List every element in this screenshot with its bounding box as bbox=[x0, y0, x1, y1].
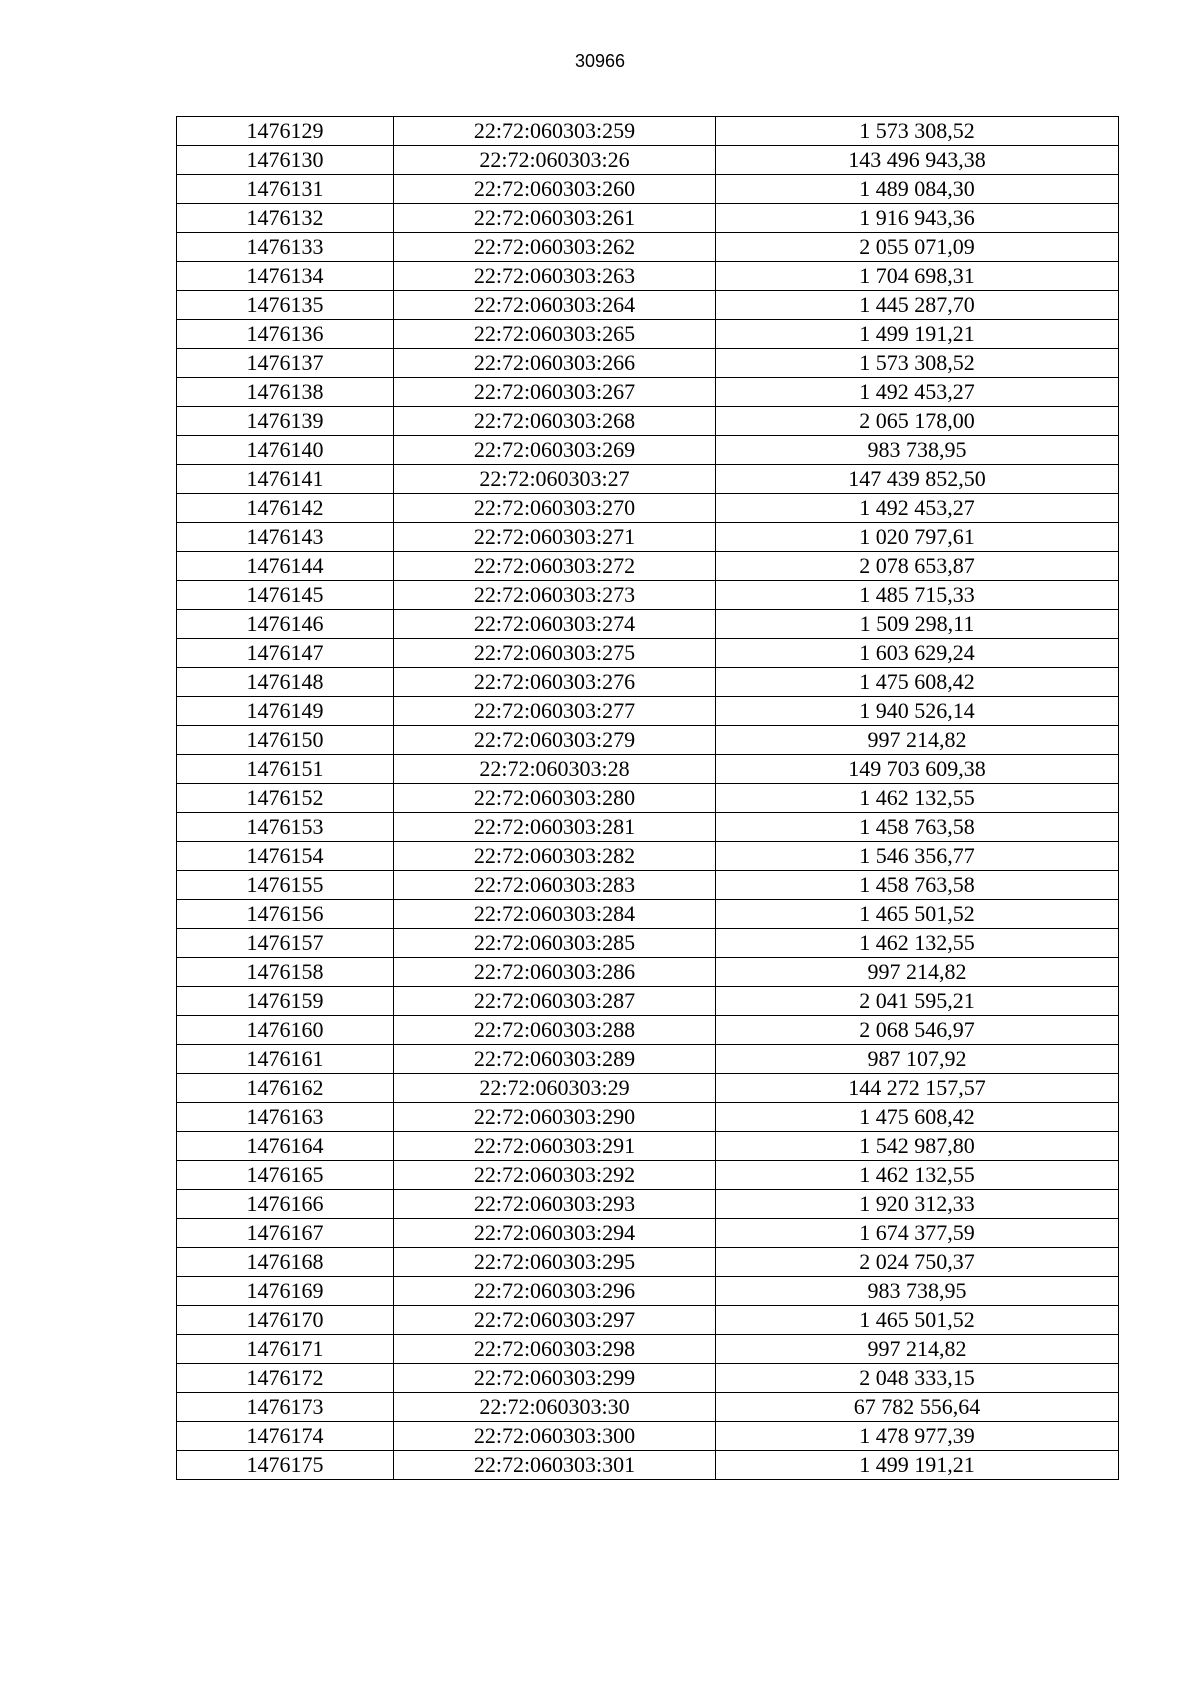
table-row bbox=[177, 233, 1119, 262]
cadastral-number-cell: 22:72:060303:268 bbox=[394, 407, 716, 436]
cadastral-number-cell: 22:72:060303:273 bbox=[394, 581, 716, 610]
row-id-cell: 1476175 bbox=[177, 1451, 394, 1480]
table-row bbox=[177, 581, 1119, 610]
row-id-cell: 1476170 bbox=[177, 1306, 394, 1335]
row-id-cell: 1476151 bbox=[177, 755, 394, 784]
cadastral-number-cell: 22:72:060303:293 bbox=[394, 1190, 716, 1219]
value-cell: 1 573 308,52 bbox=[716, 117, 1119, 146]
cadastral-number-cell: 22:72:060303:294 bbox=[394, 1219, 716, 1248]
cadastral-number-cell: 22:72:060303:27 bbox=[394, 465, 716, 494]
table-row bbox=[177, 1190, 1119, 1219]
row-id-cell: 1476131 bbox=[177, 175, 394, 204]
value-cell: 1 916 943,36 bbox=[716, 204, 1119, 233]
row-id-cell: 1476164 bbox=[177, 1132, 394, 1161]
value-cell: 1 465 501,52 bbox=[716, 900, 1119, 929]
value-cell: 149 703 609,38 bbox=[716, 755, 1119, 784]
value-cell: 1 573 308,52 bbox=[716, 349, 1119, 378]
value-cell: 1 478 977,39 bbox=[716, 1422, 1119, 1451]
row-id-cell: 1476138 bbox=[177, 378, 394, 407]
table-row bbox=[177, 1219, 1119, 1248]
value-cell: 1 465 501,52 bbox=[716, 1306, 1119, 1335]
value-cell: 2 048 333,15 bbox=[716, 1364, 1119, 1393]
row-id-cell: 1476146 bbox=[177, 610, 394, 639]
table-row bbox=[177, 1248, 1119, 1277]
value-cell: 2 024 750,37 bbox=[716, 1248, 1119, 1277]
value-cell: 144 272 157,57 bbox=[716, 1074, 1119, 1103]
cadastral-number-cell: 22:72:060303:287 bbox=[394, 987, 716, 1016]
table-row bbox=[177, 813, 1119, 842]
value-cell: 1 445 287,70 bbox=[716, 291, 1119, 320]
table-row bbox=[177, 465, 1119, 494]
value-cell: 1 674 377,59 bbox=[716, 1219, 1119, 1248]
cadastral-number-cell: 22:72:060303:292 bbox=[394, 1161, 716, 1190]
table-row bbox=[177, 552, 1119, 581]
row-id-cell: 1476161 bbox=[177, 1045, 394, 1074]
cadastral-number-cell: 22:72:060303:271 bbox=[394, 523, 716, 552]
row-id-cell: 1476166 bbox=[177, 1190, 394, 1219]
value-cell: 67 782 556,64 bbox=[716, 1393, 1119, 1422]
cadastral-number-cell: 22:72:060303:298 bbox=[394, 1335, 716, 1364]
table-row bbox=[177, 1277, 1119, 1306]
cadastral-number-cell: 22:72:060303:26 bbox=[394, 146, 716, 175]
cadastral-number-cell: 22:72:060303:267 bbox=[394, 378, 716, 407]
table-row bbox=[177, 1016, 1119, 1045]
row-id-cell: 1476142 bbox=[177, 494, 394, 523]
value-cell: 1 462 132,55 bbox=[716, 784, 1119, 813]
value-cell: 997 214,82 bbox=[716, 726, 1119, 755]
value-cell: 1 499 191,21 bbox=[716, 1451, 1119, 1480]
table-row bbox=[177, 639, 1119, 668]
table-row bbox=[177, 929, 1119, 958]
cadastral-number-cell: 22:72:060303:275 bbox=[394, 639, 716, 668]
value-cell: 1 492 453,27 bbox=[716, 378, 1119, 407]
row-id-cell: 1476157 bbox=[177, 929, 394, 958]
table-row bbox=[177, 1103, 1119, 1132]
table-row bbox=[177, 1132, 1119, 1161]
table-row bbox=[177, 987, 1119, 1016]
row-id-cell: 1476173 bbox=[177, 1393, 394, 1422]
row-id-cell: 1476160 bbox=[177, 1016, 394, 1045]
cadastral-number-cell: 22:72:060303:269 bbox=[394, 436, 716, 465]
value-cell: 147 439 852,50 bbox=[716, 465, 1119, 494]
data-table bbox=[176, 116, 1119, 1480]
value-cell: 1 509 298,11 bbox=[716, 610, 1119, 639]
value-cell: 1 704 698,31 bbox=[716, 262, 1119, 291]
value-cell: 987 107,92 bbox=[716, 1045, 1119, 1074]
row-id-cell: 1476159 bbox=[177, 987, 394, 1016]
table-row bbox=[177, 1306, 1119, 1335]
table-row bbox=[177, 1074, 1119, 1103]
table-row bbox=[177, 1422, 1119, 1451]
table-row bbox=[177, 262, 1119, 291]
table-row bbox=[177, 117, 1119, 146]
row-id-cell: 1476130 bbox=[177, 146, 394, 175]
table-row bbox=[177, 175, 1119, 204]
row-id-cell: 1476171 bbox=[177, 1335, 394, 1364]
cadastral-number-cell: 22:72:060303:266 bbox=[394, 349, 716, 378]
cadastral-number-cell: 22:72:060303:265 bbox=[394, 320, 716, 349]
row-id-cell: 1476162 bbox=[177, 1074, 394, 1103]
row-id-cell: 1476143 bbox=[177, 523, 394, 552]
row-id-cell: 1476132 bbox=[177, 204, 394, 233]
cadastral-number-cell: 22:72:060303:282 bbox=[394, 842, 716, 871]
value-cell: 1 542 987,80 bbox=[716, 1132, 1119, 1161]
cadastral-number-cell: 22:72:060303:301 bbox=[394, 1451, 716, 1480]
row-id-cell: 1476144 bbox=[177, 552, 394, 581]
value-cell: 1 546 356,77 bbox=[716, 842, 1119, 871]
cadastral-number-cell: 22:72:060303:272 bbox=[394, 552, 716, 581]
table-row bbox=[177, 610, 1119, 639]
value-cell: 1 475 608,42 bbox=[716, 668, 1119, 697]
value-cell: 1 475 608,42 bbox=[716, 1103, 1119, 1132]
table-row bbox=[177, 320, 1119, 349]
cadastral-number-cell: 22:72:060303:276 bbox=[394, 668, 716, 697]
cadastral-number-cell: 22:72:060303:289 bbox=[394, 1045, 716, 1074]
table-row bbox=[177, 697, 1119, 726]
row-id-cell: 1476145 bbox=[177, 581, 394, 610]
value-cell: 983 738,95 bbox=[716, 436, 1119, 465]
table-row bbox=[177, 378, 1119, 407]
value-cell: 1 462 132,55 bbox=[716, 1161, 1119, 1190]
row-id-cell: 1476167 bbox=[177, 1219, 394, 1248]
table-row bbox=[177, 1045, 1119, 1074]
row-id-cell: 1476136 bbox=[177, 320, 394, 349]
table-row bbox=[177, 407, 1119, 436]
row-id-cell: 1476156 bbox=[177, 900, 394, 929]
row-id-cell: 1476137 bbox=[177, 349, 394, 378]
value-cell: 2 041 595,21 bbox=[716, 987, 1119, 1016]
table-row bbox=[177, 494, 1119, 523]
table-row bbox=[177, 349, 1119, 378]
table-row bbox=[177, 1161, 1119, 1190]
value-cell: 2 078 653,87 bbox=[716, 552, 1119, 581]
cadastral-number-cell: 22:72:060303:288 bbox=[394, 1016, 716, 1045]
value-cell: 143 496 943,38 bbox=[716, 146, 1119, 175]
cadastral-number-cell: 22:72:060303:28 bbox=[394, 755, 716, 784]
row-id-cell: 1476155 bbox=[177, 871, 394, 900]
cadastral-number-cell: 22:72:060303:264 bbox=[394, 291, 716, 320]
row-id-cell: 1476133 bbox=[177, 233, 394, 262]
row-id-cell: 1476150 bbox=[177, 726, 394, 755]
cadastral-number-cell: 22:72:060303:281 bbox=[394, 813, 716, 842]
table-row bbox=[177, 958, 1119, 987]
table-row bbox=[177, 523, 1119, 552]
cadastral-number-cell: 22:72:060303:299 bbox=[394, 1364, 716, 1393]
cadastral-number-cell: 22:72:060303:277 bbox=[394, 697, 716, 726]
table-row bbox=[177, 1364, 1119, 1393]
row-id-cell: 1476149 bbox=[177, 697, 394, 726]
value-cell: 1 458 763,58 bbox=[716, 813, 1119, 842]
table-row bbox=[177, 1335, 1119, 1364]
row-id-cell: 1476168 bbox=[177, 1248, 394, 1277]
cadastral-number-cell: 22:72:060303:290 bbox=[394, 1103, 716, 1132]
row-id-cell: 1476147 bbox=[177, 639, 394, 668]
cadastral-number-cell: 22:72:060303:29 bbox=[394, 1074, 716, 1103]
cadastral-number-cell: 22:72:060303:263 bbox=[394, 262, 716, 291]
table-row bbox=[177, 755, 1119, 784]
table-row bbox=[177, 871, 1119, 900]
cadastral-number-cell: 22:72:060303:285 bbox=[394, 929, 716, 958]
table-row bbox=[177, 726, 1119, 755]
cadastral-number-cell: 22:72:060303:296 bbox=[394, 1277, 716, 1306]
row-id-cell: 1476174 bbox=[177, 1422, 394, 1451]
row-id-cell: 1476140 bbox=[177, 436, 394, 465]
table-row bbox=[177, 146, 1119, 175]
value-cell: 1 020 797,61 bbox=[716, 523, 1119, 552]
value-cell: 1 492 453,27 bbox=[716, 494, 1119, 523]
value-cell: 997 214,82 bbox=[716, 958, 1119, 987]
cadastral-number-cell: 22:72:060303:280 bbox=[394, 784, 716, 813]
cadastral-number-cell: 22:72:060303:284 bbox=[394, 900, 716, 929]
value-cell: 1 485 715,33 bbox=[716, 581, 1119, 610]
value-cell: 1 940 526,14 bbox=[716, 697, 1119, 726]
value-cell: 2 065 178,00 bbox=[716, 407, 1119, 436]
cadastral-number-cell: 22:72:060303:291 bbox=[394, 1132, 716, 1161]
row-id-cell: 1476153 bbox=[177, 813, 394, 842]
row-id-cell: 1476165 bbox=[177, 1161, 394, 1190]
value-cell: 1 920 312,33 bbox=[716, 1190, 1119, 1219]
value-cell: 1 603 629,24 bbox=[716, 639, 1119, 668]
cadastral-number-cell: 22:72:060303:300 bbox=[394, 1422, 716, 1451]
table-row bbox=[177, 291, 1119, 320]
value-cell: 1 499 191,21 bbox=[716, 320, 1119, 349]
value-cell: 2 068 546,97 bbox=[716, 1016, 1119, 1045]
row-id-cell: 1476139 bbox=[177, 407, 394, 436]
cadastral-number-cell: 22:72:060303:286 bbox=[394, 958, 716, 987]
table-row bbox=[177, 1393, 1119, 1422]
row-id-cell: 1476163 bbox=[177, 1103, 394, 1132]
cadastral-number-cell: 22:72:060303:297 bbox=[394, 1306, 716, 1335]
value-cell: 2 055 071,09 bbox=[716, 233, 1119, 262]
table-row bbox=[177, 668, 1119, 697]
cadastral-number-cell: 22:72:060303:30 bbox=[394, 1393, 716, 1422]
value-cell: 997 214,82 bbox=[716, 1335, 1119, 1364]
cadastral-number-cell: 22:72:060303:274 bbox=[394, 610, 716, 639]
row-id-cell: 1476169 bbox=[177, 1277, 394, 1306]
cadastral-number-cell: 22:72:060303:270 bbox=[394, 494, 716, 523]
cadastral-number-cell: 22:72:060303:259 bbox=[394, 117, 716, 146]
cadastral-number-cell: 22:72:060303:261 bbox=[394, 204, 716, 233]
row-id-cell: 1476129 bbox=[177, 117, 394, 146]
table-row bbox=[177, 1451, 1119, 1480]
row-id-cell: 1476154 bbox=[177, 842, 394, 871]
value-cell: 1 458 763,58 bbox=[716, 871, 1119, 900]
cadastral-number-cell: 22:72:060303:260 bbox=[394, 175, 716, 204]
row-id-cell: 1476141 bbox=[177, 465, 394, 494]
cadastral-number-cell: 22:72:060303:279 bbox=[394, 726, 716, 755]
value-cell: 1 462 132,55 bbox=[716, 929, 1119, 958]
value-cell: 1 489 084,30 bbox=[716, 175, 1119, 204]
cadastral-number-cell: 22:72:060303:283 bbox=[394, 871, 716, 900]
value-cell: 983 738,95 bbox=[716, 1277, 1119, 1306]
table-row bbox=[177, 784, 1119, 813]
cadastral-number-cell: 22:72:060303:295 bbox=[394, 1248, 716, 1277]
table-row bbox=[177, 900, 1119, 929]
row-id-cell: 1476148 bbox=[177, 668, 394, 697]
row-id-cell: 1476158 bbox=[177, 958, 394, 987]
table-row bbox=[177, 842, 1119, 871]
table-row bbox=[177, 204, 1119, 233]
row-id-cell: 1476152 bbox=[177, 784, 394, 813]
cadastral-number-cell: 22:72:060303:262 bbox=[394, 233, 716, 262]
table-row bbox=[177, 436, 1119, 465]
row-id-cell: 1476172 bbox=[177, 1364, 394, 1393]
table-body bbox=[177, 117, 1119, 1480]
row-id-cell: 1476134 bbox=[177, 262, 394, 291]
page-number: 30966 bbox=[574, 51, 626, 71]
row-id-cell: 1476135 bbox=[177, 291, 394, 320]
